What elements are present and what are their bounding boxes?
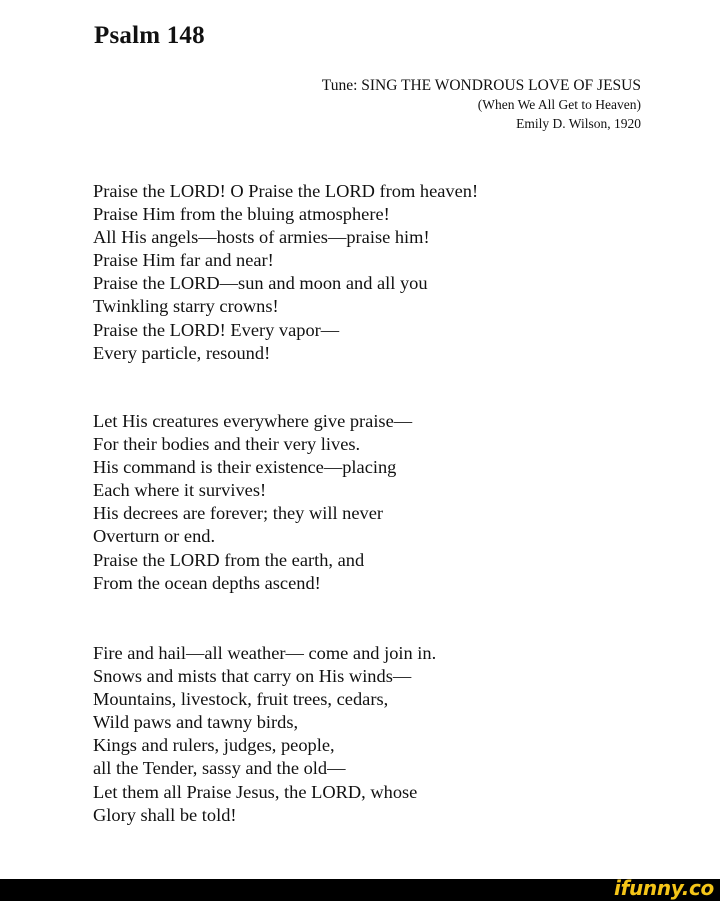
stanza-line: From the ocean depths ascend! bbox=[93, 572, 321, 593]
tune-credits bbox=[322, 76, 641, 133]
stanza-line: Praise the LORD! O Praise the LORD from heaven! bbox=[93, 181, 479, 201]
stanza-line: all the Tender, sassy and the old— bbox=[93, 758, 346, 779]
tune-subtitle: (When We All Get to Heaven) bbox=[477, 97, 641, 112]
stanza-line: Praise Him far and near! bbox=[93, 250, 274, 271]
stanza-line: His decrees are forever; they will never bbox=[93, 503, 384, 524]
stanza-line: Praise the LORD—sun and moon and all you bbox=[93, 273, 428, 294]
stanza-line: Each where it survives! bbox=[93, 480, 267, 501]
stanza-line: Let His creatures everywhere give praise— bbox=[93, 411, 413, 431]
stanza-line: Twinkling starry crowns! bbox=[93, 296, 279, 317]
stanza-line: Praise the LORD from the earth, and bbox=[93, 549, 365, 570]
stanza-line: Glory shall be told! bbox=[93, 804, 237, 825]
stanza-line: Wild paws and tawny birds, bbox=[93, 712, 299, 733]
psalm-title: Psalm 148 bbox=[94, 22, 205, 49]
watermark-bar bbox=[0, 876, 720, 901]
stanza-2 bbox=[93, 410, 412, 595]
stanza-line: Praise Him from the bluing atmosphere! bbox=[93, 204, 390, 225]
stanza-1 bbox=[93, 180, 478, 365]
stanza-line: His command is their existence—placing bbox=[93, 457, 397, 478]
stanza-line: Kings and rulers, judges, people, bbox=[93, 735, 335, 756]
stanza-3 bbox=[93, 642, 436, 827]
stanza-line: For their bodies and their very lives. bbox=[93, 434, 361, 455]
stanza-line: Mountains, livestock, fruit trees, cedars, bbox=[93, 689, 389, 710]
author-credit: Emily D. Wilson, 1920 bbox=[516, 116, 641, 131]
stanza-line: Praise the LORD! Every vapor— bbox=[93, 319, 340, 340]
stanza-line: Every particle, resound! bbox=[93, 342, 271, 363]
stanza-line: All His angels—hosts of armies—praise him! bbox=[93, 227, 430, 248]
tune-name: Tune: SING THE WONDROUS LOVE OF JESUS bbox=[321, 77, 641, 94]
stanza-line: Fire and hail—all weather— come and join in. bbox=[93, 643, 437, 663]
stanza-line: Let them all Praise Jesus, the LORD, whose bbox=[93, 781, 418, 802]
stanza-line: Overturn or end. bbox=[93, 526, 216, 547]
stanza-line: Snows and mists that carry on His winds— bbox=[93, 666, 412, 687]
ifunny-watermark: ifunny.co bbox=[614, 876, 714, 900]
